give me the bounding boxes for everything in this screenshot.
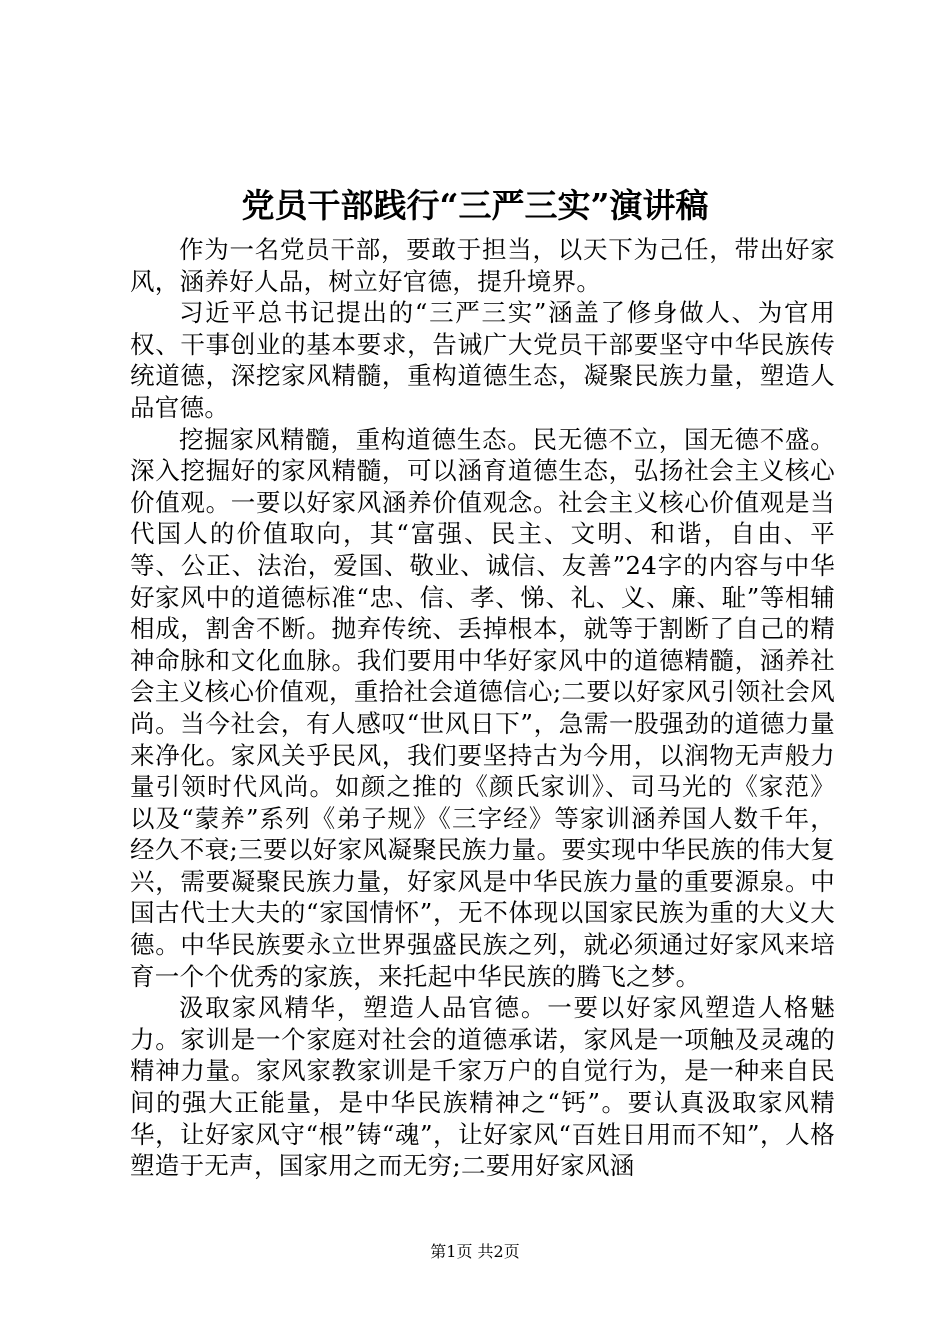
page-number-footer: 第1页 共2页 [430, 1242, 520, 1261]
document-body [130, 234, 835, 1182]
paragraph-character-building: 汲取家风精华，塑造人品官德。一要以好家风塑造人格魅力。家训是一个家庭对社会的道德承诺，家风是一项触及灵魂的精神力量。家风家教家训是千家万户的自觉行为，是一种来自民间的强大正能量，是中华民族精神之“钙”。要认真汲取家风精华，让好家风守“根”铸“魂”，让好家风“百姓日用而不知”，人格塑造于无声，国家用之而无穷;二要用好家风涵 [130, 993, 835, 1181]
page-title: 党员干部践行“三严三实”演讲稿 [241, 186, 709, 225]
paragraph-three-strict: 习近平总书记提出的“三严三实”涵盖了修身做人、为官用权、干事创业的基本要求，告诫广大党员干部要坚守中华民族传统道德，深挖家风精髓，重构道德生态，凝聚民族力量，塑造人品官德。 [130, 298, 835, 422]
paragraph-family-tradition: 挖掘家风精髓，重构道德生态。民无德不立，国无德不盛。深入挖掘好的家风精髓，可以涵育道德生态，弘扬社会主义核心价值观。一要以好家风涵养价值观念。社会主义核心价值观是当代国人的价值取向，其“富强、民主、文明、和谐，自由、平等、公正、法治，爱国、敬业、诚信、友善”24字的内容与中华好家风中的道德标准“忠、信、孝、悌、礼、义、廉、耻”等相辅相成，割舍不断。抛弃传统、丢掉根本，就等于割断了自己的精神命脉和文化血脉。我们要用中华好家风中的道德精髓，涵养社会主义核心价值观，重拾社会道德信心;二要以好家风引领社会风尚。当今社会，有人感叹“世风日下”，急需一股强劲的道德力量来净化。家风关乎民风，我们要坚持古为今用，以润物无声般力量引领时代风尚。如颜之推的《颜氏家训》、司马光的《家范》以及“蒙养”系列《弟子规》《三字经》等家训涵养国人数千年，经久不衰;三要以好家风凝聚民族力量。要实现中华民族的伟大复兴，需要凝聚民族力量，好家风是中华民族力量的重要源泉。中国古代士大夫的“家国情怀”，无不体现以国家民族为重的大义大德。中华民族要永立世界强盛民族之列，就必须通过好家风来培育一个个优秀的家族，来托起中华民族的腾飞之梦。 [130, 424, 835, 991]
paragraph-intro: 作为一名党员干部，要敢于担当，以天下为己任，带出好家风，涵养好人品，树立好官德，提升境界。 [130, 235, 835, 296]
